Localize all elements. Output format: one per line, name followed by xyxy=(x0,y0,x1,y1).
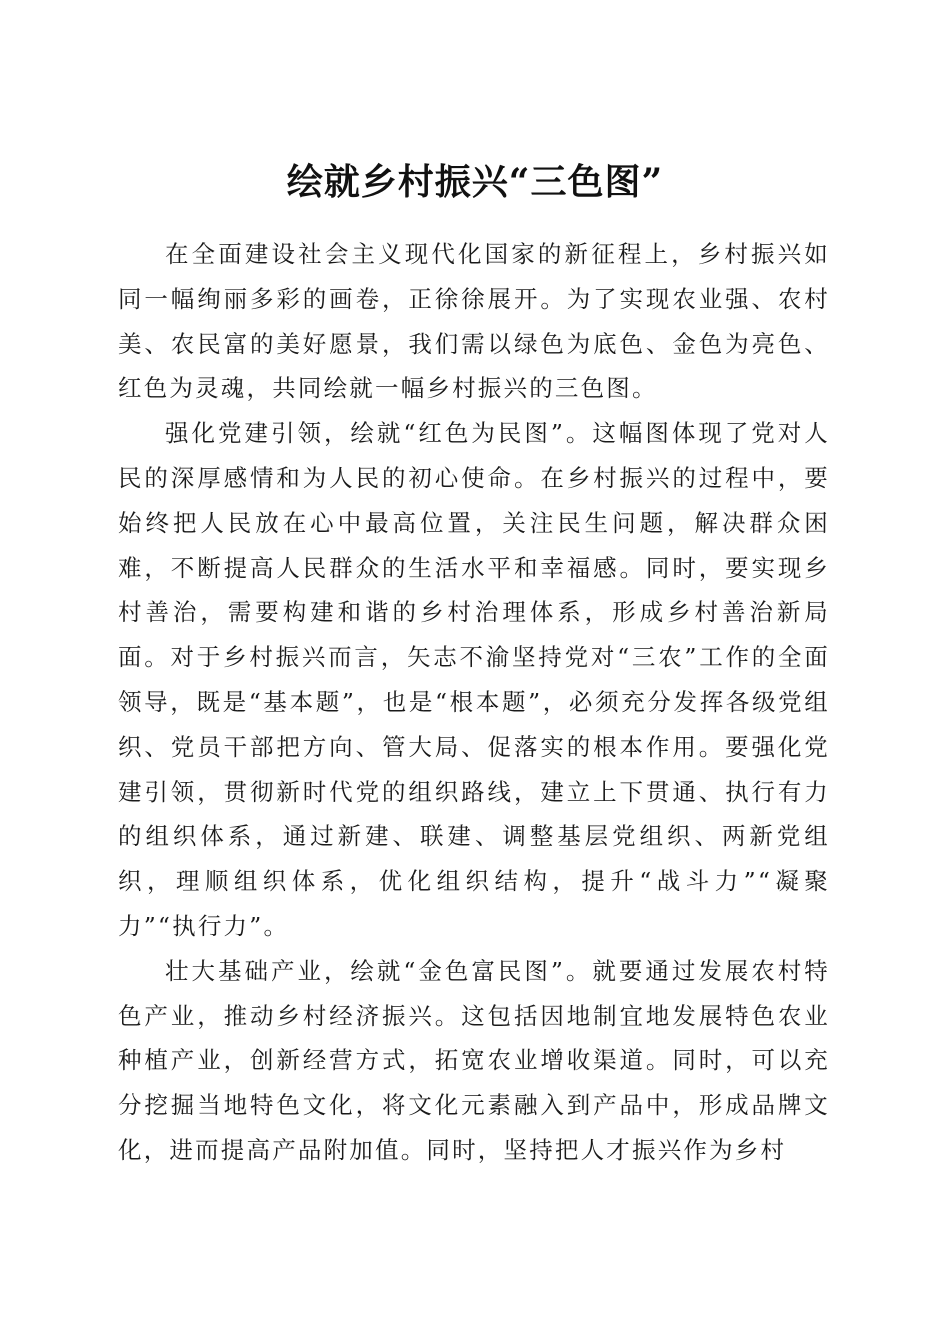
paragraph-red: 强化党建引领，绘就“红色为民图”。这幅图体现了党对人民的深厚感情和为人民的初心使命。在乡村振兴的过程中，要始终把人民放在心中最高位置，关注民生问题，解决群众困难，不断提高人民群众的生活水平和幸福感。同时，要实现乡村善治，需要构建和谐的乡村治理体系，形成乡村善治新局面。对于乡村振兴而言，矢志不渝坚持党对“三农”工作的全面领导，既是“基本题”，也是“根本题”，必须充分发挥各级党组织、党员干部把方向、管大局、促落实的根本作用。要强化党建引领，贯彻新时代党的组织路线，建立上下贯通、执行有力的组织体系，通过新建、联建、调整基层党组织、两新党组织，理顺组织体系，优化组织结构，提升“战斗力”“凝聚力”“执行力”。 xyxy=(118,419,830,940)
paragraph-intro: 在全面建设社会主义现代化国家的新征程上，乡村振兴如同一幅绚丽多彩的画卷，正徐徐展开。为了实现农业强、农村美、农民富的美好愿景，我们需以绿色为底色、金色为亮色、红色为灵魂，共同绘就一幅乡村振兴的三色图。 xyxy=(118,240,830,403)
document-body xyxy=(118,232,830,1173)
document-title: 绘就乡村振兴“三色图” xyxy=(286,161,664,204)
paragraph-gold: 壮大基础产业，绘就“金色富民图”。就要通过发展农村特色产业，推动乡村经济振兴。这包括因地制宜地发展特色农业种植产业，创新经营方式，拓宽农业增收渠道。同时，可以充分挖掘当地特色文化，将文化元素融入到产品中，形成品牌文化，进而提高产品附加值。同时，坚持把人才振兴作为乡村 xyxy=(118,956,830,1164)
